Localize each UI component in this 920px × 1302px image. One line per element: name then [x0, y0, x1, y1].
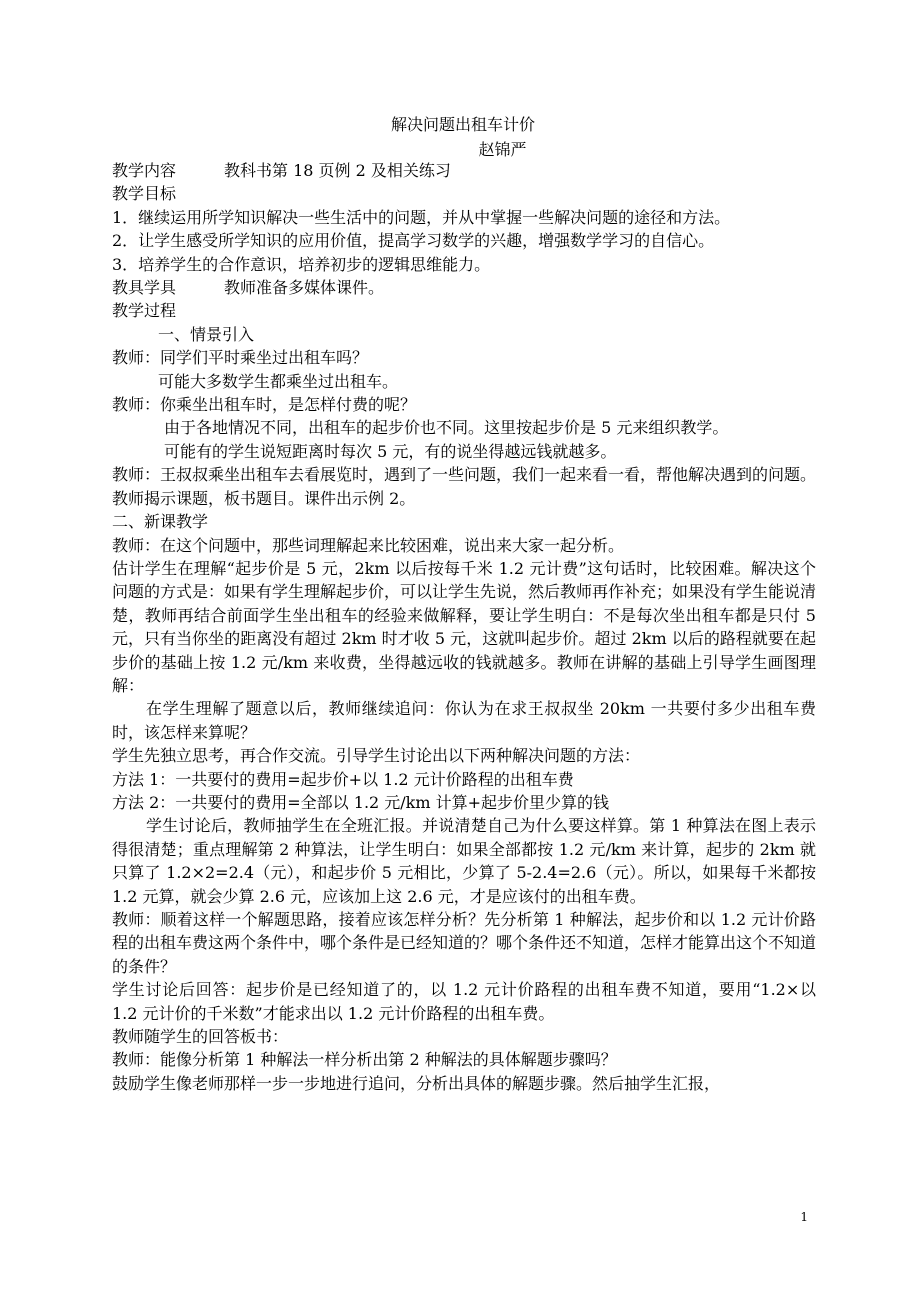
teaching-content-line: [112, 159, 816, 182]
page-number: 1: [800, 1210, 808, 1224]
document-body: [112, 159, 822, 1095]
teaching-content-label: 教学内容: [112, 161, 177, 180]
paragraph: 教师：你乘坐出租车时，是怎样付费的呢？: [112, 395, 417, 415]
paragraph: 教师：同学们平时乘坐过出租车吗？: [112, 348, 369, 368]
method-line: 方法 1：一共要付的费用=起步价+以 1.2 元计价路程的出租车费: [112, 769, 574, 789]
tools-label: 教具学具: [112, 278, 177, 298]
method-line: 方法 2：一共要付的费用=全部以 1.2 元/km 计算+起步价里少算的钱: [112, 792, 610, 812]
author-name: 赵锦严: [478, 140, 527, 159]
section-heading: 一、情景引入: [158, 324, 255, 344]
paragraph: 由于各地情况不同，出租车的起步价也不同。这里按起步价是 5 元来组织教学。: [164, 418, 729, 438]
paragraph: 教师：在这个问题中，那些词理解起来比较困难，说出来大家一起分析。: [112, 535, 625, 555]
teaching-content-value: 教科书第 18 页例 2 及相关练习: [224, 161, 451, 180]
document-title: 解决问题出租车计价: [390, 115, 535, 134]
goals-heading: 教学目标: [112, 184, 177, 204]
goal-item: 1．继续运用所学知识解决一些生活中的问题，并从中掌握一些解决问题的途径和方法。: [112, 207, 731, 227]
paragraph: 鼓励学生像老师那样一步一步地进行追问，分析出具体的解题步骤。然后抽学生汇报，: [112, 1073, 721, 1093]
paragraph: 学生先独立思考，再合作交流。引导学生讨论出以下两种解决问题的方法：: [112, 746, 641, 766]
paragraph: 教师：王叔叔乘坐出租车去看展览时，遇到了一些问题，我们一起来看一看，帮他解决遇到的问题。: [112, 465, 817, 485]
paragraph: 在学生理解了题意以后，教师继续追问：你认为在求王叔叔坐 20km 一共要付多少出租车费时，该怎样来算呢？: [112, 699, 816, 742]
paragraph: 教师：能像分析第 1 种解法一样分析出第 2 种解法的具体解题步骤吗？: [112, 1050, 617, 1070]
paragraph: 教师随学生的回答板书：: [112, 1027, 289, 1047]
paragraph: 可能大多数学生都乘坐过出租车。: [158, 371, 399, 391]
paragraph: 教师：顺着这样一个解题思路，接着应该怎样分析？先分析第 1 种解法，起步价和以 1.2 元计价路程的出租车费这两个条件中，哪个条件是已经知道的？哪个条件还不知道，怎样才能算出这个不知道的条件？: [112, 910, 817, 976]
paragraph: 可能有的学生说短距离时每次 5 元，有的说坐得越远钱就越多。: [164, 441, 617, 461]
process-heading: 教学过程: [112, 301, 177, 321]
paragraph: 估计学生在理解“起步价是 5 元，2km 以后按每千米 1.2 元计费”这句话时，比较困难。解决这个问题的方式是：如果有学生理解起步价，可以让学生先说，然后教师再作补充；如果没有学生能说清楚，教师再结合前面学生坐出租车的经验来做解释，要让学生明白：不是每次坐出租车都是只付 5 元，只有当你坐的距离没有超过 2km 时才收 5 元，这就叫起步价。超过 2km 以后的路程就要在起步价的基础上按 1.2 元/km 来收费，坐得越远收的钱就越多。教师在讲解的基础上引导学生画图理解：: [112, 558, 822, 695]
paragraph: 学生讨论后，教师抽学生在全班汇报。并说清楚自己为什么要这样算。第 1 种算法在图上表示得很清楚；重点理解第 2 种算法，让学生明白：如果全部都按 1.2 元/km 来计算，起步的 2km 就只算了 1.2×2=2.4（元），和起步价 5 元相比，少算了 5-2.4=2.6（元）。所以，如果每千米都按 1.2 元算，就会少算 2.6 元，应该加上这 2.6 元，才是应该付的出租车费。: [112, 816, 822, 906]
goal-item: 3．培养学生的合作意识，培养初步的逻辑思维能力。: [112, 254, 491, 274]
section-heading: 二、新课教学: [112, 512, 209, 532]
tools-line: [112, 276, 816, 299]
goal-item: 2．让学生感受所学知识的应用价值，提高学习数学的兴趣，增强数学学习的自信心。: [112, 231, 715, 251]
paragraph: 教师揭示课题，板书题目。课件出示例 2。: [112, 488, 416, 508]
paragraph: 学生讨论后回答：起步价是已经知道了的，以 1.2 元计价路程的出租车费不知道，要用“1.2×以 1.2 元计价的千米数”才能求出以 1.2 元计价路程的出租车费。: [112, 980, 822, 1023]
tools-value: 教师准备多媒体课件。: [224, 278, 385, 298]
